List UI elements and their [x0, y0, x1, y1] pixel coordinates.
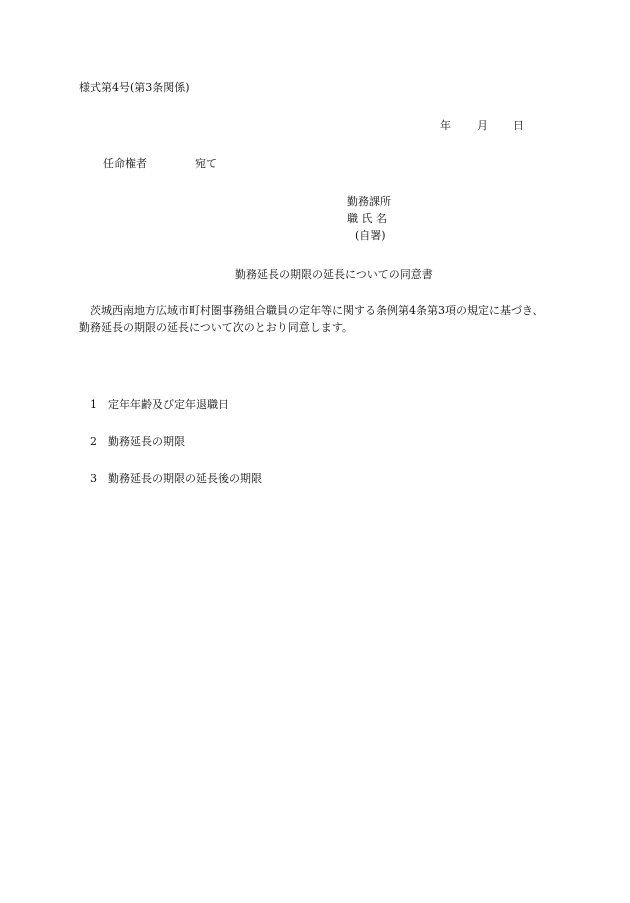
list-item-number: 3 — [90, 472, 97, 485]
document-title: 勤務延長の期限の延長についての同意書 — [235, 268, 433, 281]
sender-name-label: 職 氏 名 — [347, 212, 387, 225]
list-item-text: 勤務延長の期限の延長後の期限 — [108, 472, 262, 485]
sender-signature-note: (自署) — [355, 229, 386, 242]
body-paragraph: 茨城西南地方広域市町村圏事務組合職員の定年等に関する条例第4条第3項の規定に基づき、勤務延長の期限の延長について次のとおり同意します。 — [79, 304, 544, 334]
date-year-label: 年 — [440, 119, 451, 132]
addressee-title: 任命権者 — [103, 157, 147, 170]
addressee-suffix: 宛て — [195, 157, 217, 170]
list-item-text: 勤務延長の期限 — [108, 435, 185, 448]
sender-department: 勤務課所 — [347, 195, 391, 208]
list-item-text: 定年年齢及び定年退職日 — [108, 398, 229, 411]
list-item — [90, 472, 262, 486]
list-item-number: 2 — [90, 435, 97, 448]
date-day-label: 日 — [513, 119, 524, 132]
list-item — [90, 398, 229, 412]
sender-block — [347, 193, 391, 244]
form-number: 様式第4号(第3条関係) — [79, 81, 190, 94]
date-month-label: 月 — [477, 119, 488, 132]
list-item-number: 1 — [90, 398, 97, 411]
list-item — [90, 435, 185, 449]
